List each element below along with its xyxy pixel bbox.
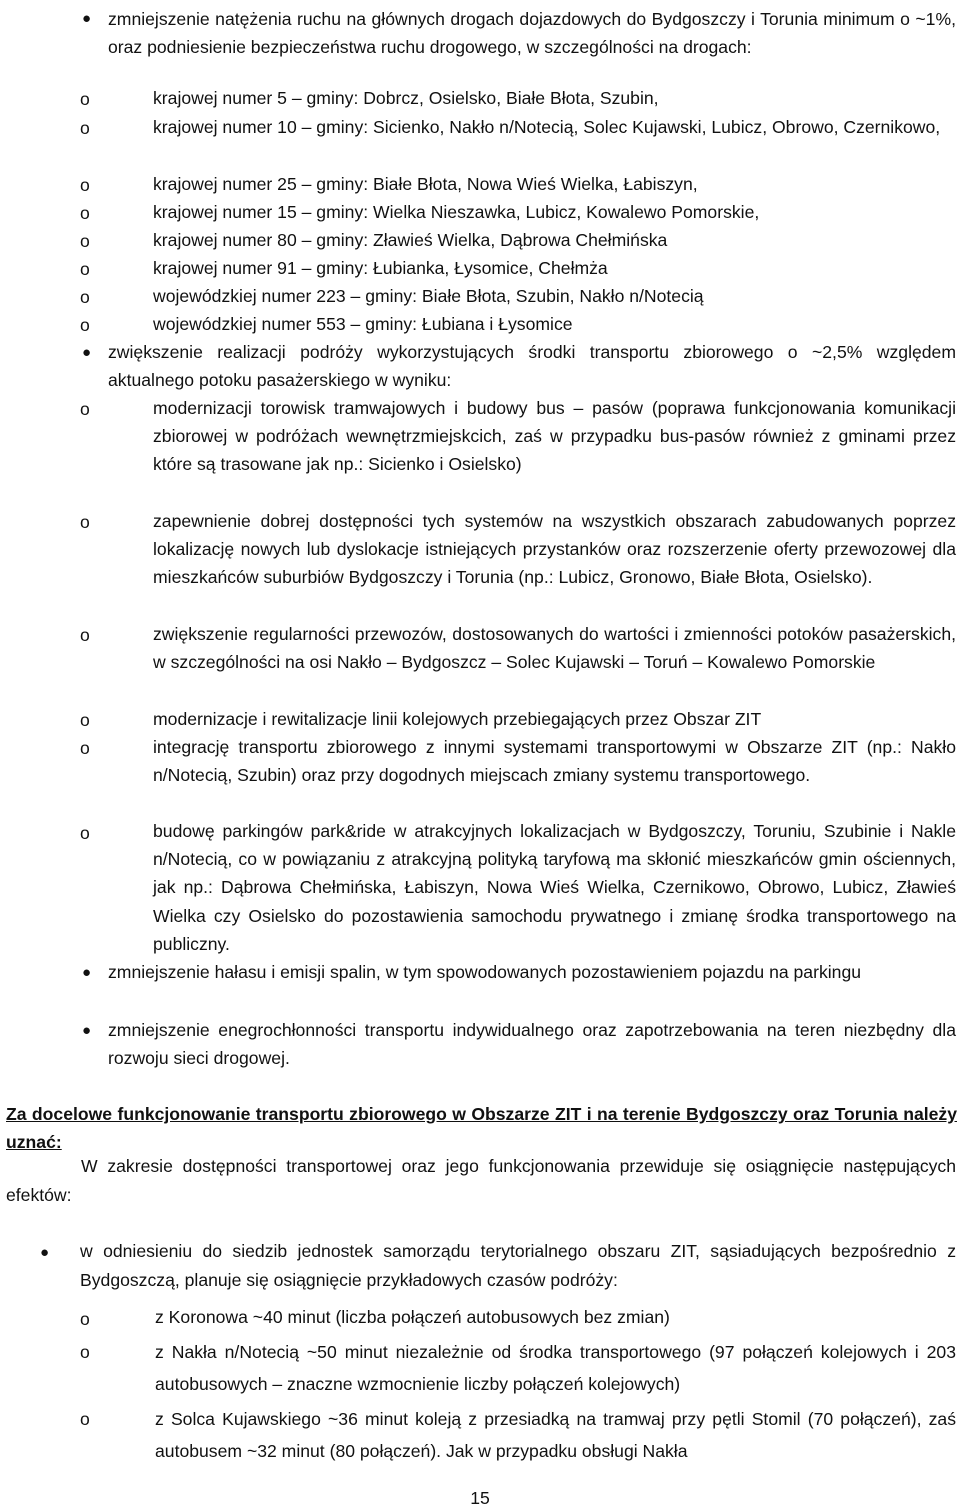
sub-bullet: o [80,399,90,419]
sub-bullet: o [80,823,90,843]
bullet-dot: ● [82,10,92,27]
sub-bullet-text: integrację transportu zbiorowego z innymi systemami transportowymi w Obszarze ZIT (np.: Nakło n/Notecią, Szubin) oraz przy dogodnych miejscach zmiany systemu transportowego. [153,737,956,786]
sub-bullet: o [80,738,90,758]
paragraph: W zakresie dostępności transportowej oraz jego funkcjonowania przewiduje się osiągnięcie następujących efektów: [6,1156,956,1205]
bullet-text: zwiększenie realizacji podróży wykorzystujących środki transportu zbiorowego o ~2,5% względem aktualnego potoku pasażerskiego w wyniku: [108,342,956,391]
sub-bullet: o [80,1342,90,1362]
sub-bullet-text: krajowej numer 25 – gminy: Białe Błota, Nowa Wieś Wielka, Łabiszyn, [153,174,698,194]
bullet-text: zmniejszenie hałasu i emisji spalin, w tym spowodowanych pozostawieniem pojazdu na parkingu [108,962,862,982]
sub-bullet-text: krajowej numer 10 – gminy: Sicienko, Nakło n/Notecią, Solec Kujawski, Lubicz, Obrowo, Czernikowo, [153,117,941,137]
sub-bullet: o [80,1409,90,1429]
sub-bullet: o [80,259,90,279]
sub-bullet: o [80,710,90,730]
sub-bullet-text: krajowej numer 91 – gminy: Łubianka, Łysomice, Chełmża [153,258,608,278]
sub-bullet-text: krajowej numer 15 – gminy: Wielka Nieszawka, Lubicz, Kowalewo Pomorskie, [153,202,760,222]
sub-bullet-text: z Solca Kujawskiego ~36 minut koleją z przesiadką na tramwaj przy pętli Stomil (70 połączeń), zaś autobusem ~32 minut (80 połączeń). Jak w przypadku obsługi Nakła [155,1409,956,1461]
sub-bullet: o [80,89,90,109]
sub-bullet-text: krajowej numer 80 – gminy: Zławieś Wielka, Dąbrowa Chełmińska [153,230,668,250]
sub-bullet: o [80,625,90,645]
sub-bullet-text: modernizacje i rewitalizacje linii kolejowych przebiegających przez Obszar ZIT [153,709,762,729]
sub-bullet: o [80,1309,90,1329]
sub-bullet-text: z Koronowa ~40 minut (liczba połączeń autobusowych bez zmian) [155,1307,670,1327]
sub-bullet: o [80,175,90,195]
bullet-text: zmniejszenie natężenia ruchu na głównych drogach dojazdowych do Bydgoszczy i Torunia minimum o ~1%, oraz podniesienie bezpieczeństwa ruchu drogowego, w szczególności na drogach: [108,9,956,58]
bullet-text: w odniesieniu do siedzib jednostek samorządu terytorialnego obszaru ZIT, sąsiadujących bezpośrednio z Bydgoszczą, planuje się osiągnięcie przykładowych czasów podróży: [80,1241,956,1290]
bullet-dot: ● [82,1022,92,1039]
page-number: 15 [470,1488,490,1508]
bullet-text: zmniejszenie enegrochłonności transportu indywidualnego oraz zapotrzebowania na teren niezbędny dla rozwoju sieci drogowej. [108,1020,956,1069]
sub-bullet: o [80,315,90,335]
sub-bullet: o [80,512,90,532]
bullet-dot: ● [40,1244,50,1261]
sub-bullet: o [80,203,90,223]
sub-bullet-text: budowę parkingów park&ride w atrakcyjnych lokalizacjach w Bydgoszczy, Toruniu, Szubinie i Nakle n/Notecią, co w powiązaniu z atrakcyjną polityką taryfową ma skłonić mieszkańców gmin ościennych, jak np.: Dąbrowa Chełmińska, Łabiszyn, Nowa Wieś Wielka, Czernikowo, Obrowo, Lubicz, Zławieś Wielka czy Osielsko do pozostawienia samochodu prywatnego i zmianę środka transportowego na publiczny. [153,821,956,954]
bullet-dot: ● [82,344,92,361]
sub-bullet-text: zwiększenie regularności przewozów, dostosowanych do wartości i zmienności potoków pasażerskich, w szczególności na osi Nakło – Bydgoszcz – Solec Kujawski – Toruń – Kowalewo Pomorskie [153,624,956,673]
sub-bullet-text: wojewódzkiej numer 223 – gminy: Białe Błota, Szubin, Nakło n/Notecią [153,286,704,306]
sub-bullet: o [80,118,90,138]
sub-bullet-text: wojewódzkiej numer 553 – gminy: Łubiana i Łysomice [153,314,573,334]
sub-bullet: o [80,287,90,307]
bullet-dot: ● [82,964,92,981]
sub-bullet-text: zapewnienie dobrej dostępności tych systemów na wszystkich obszarach zabudowanych poprzez lokalizację nowych lub dyslokacje istniejących przystanków oraz rozszerzenie oferty przewozowej dla mieszkańców suburbiów Bydgoszczy i Torunia (np.: Lubicz, Gronowo, Białe Błota, Osielsko). [153,511,956,588]
sub-bullet: o [80,231,90,251]
sub-bullet-text: z Nakła n/Notecią ~50 minut niezależnie od środka transportowego (97 połączeń kolejowych i 203 autobusowych – znaczne wzmocnienie liczby połączeń kolejowych) [155,1342,956,1394]
sub-bullet-text: krajowej numer 5 – gminy: Dobrcz, Osielsko, Białe Błota, Szubin, [153,88,659,108]
section-heading: Za docelowe funkcjonowanie transportu zbiorowego w Obszarze ZIT i na terenie Bydgoszczy oraz Torunia należy uznać: [6,1104,957,1152]
sub-bullet-text: modernizacji torowisk tramwajowych i budowy bus – pasów (poprawa funkcjonowania komunikacji zbiorowej w podróżach wewnętrzmiejskcich, zaś w przypadku bus-pasów również z gminami przez które są trasowane jak np.: Sicienko i Osielsko) [153,398,956,475]
